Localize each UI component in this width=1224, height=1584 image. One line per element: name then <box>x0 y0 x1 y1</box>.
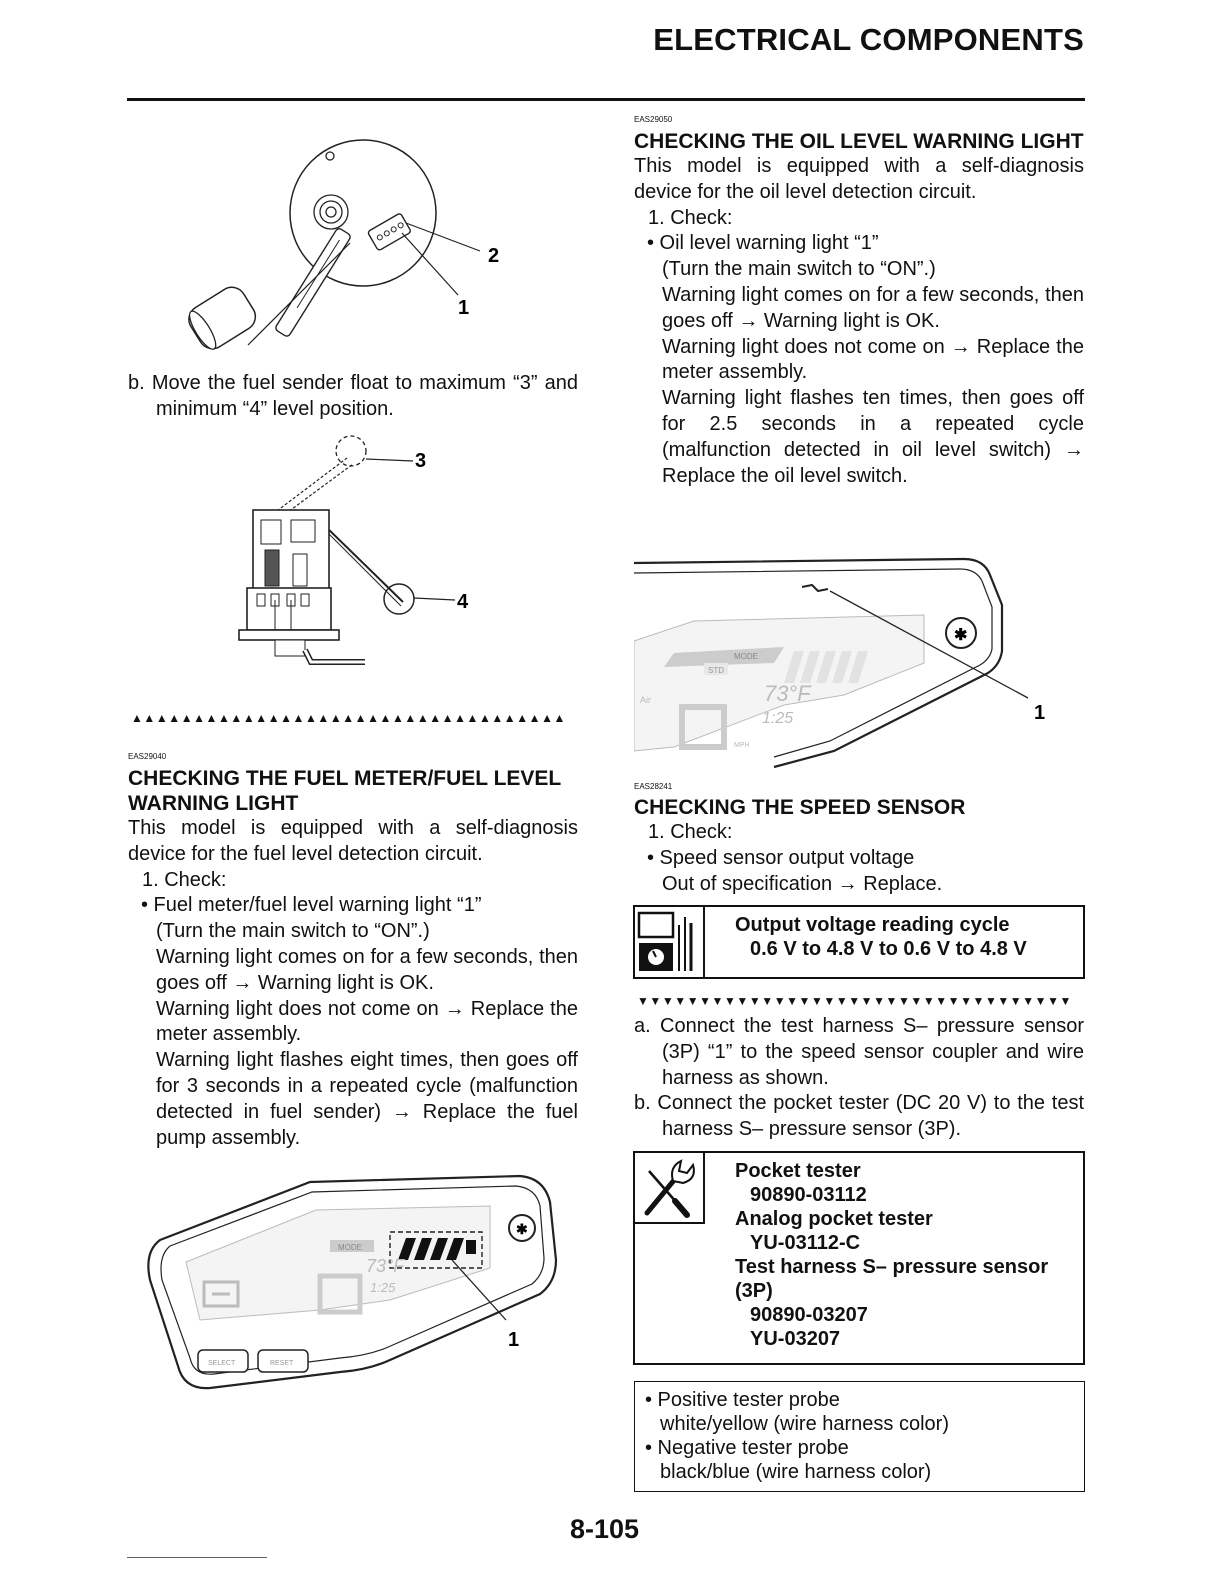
fig2-callout-4: 4 <box>457 591 469 613</box>
left-intro: This model is equipped with a self-diagnosis device for the fuel level detection circuit. <box>128 817 578 865</box>
fig3-temp: 73°F <box>366 1256 405 1276</box>
left-step-b: b. Move the fuel sender float to maximum “3” and minimum “4” level position. <box>128 372 578 420</box>
tool-line-6: 90890-03207 <box>750 1304 868 1326</box>
right-intro1: This model is equipped with a self-diagnosis device for the oil level detection circuit. <box>634 155 1084 203</box>
header-rule <box>127 98 1085 101</box>
left-bullet: • Fuel meter/fuel level warning light “1” <box>141 894 482 917</box>
right-step-1: 1. Check: <box>648 206 733 229</box>
tool-line-1: Pocket tester <box>735 1160 861 1182</box>
right-section1-title: CHECKING THE OIL LEVEL WARNING LIGHT <box>634 130 1084 153</box>
fig4-temp: 73°F <box>764 681 811 706</box>
right-bullet2: • Speed sensor output voltage <box>647 846 915 869</box>
svg-text:✱: ✱ <box>516 1221 528 1237</box>
right-triangle-divider: ▼▼▼▼▼▼▼▼▼▼▼▼▼▼▼▼▼▼▼▼▼▼▼▼▼▼▼▼▼▼▼▼▼▼▼ <box>637 994 1072 1008</box>
oil-meter-figure <box>634 555 1054 770</box>
right-step-b: b. Connect the pocket tester (DC 20 V) to the test harness S– pressure sensor (3P). <box>634 1092 1084 1141</box>
fig3-select-button: SELECT <box>208 1360 236 1367</box>
left-section-title: CHECKING THE FUEL METER/FUEL LEVEL WARNING LIGHT <box>128 767 561 815</box>
right-line-4: Warning light flashes ten times, then goes off for 2.5 seconds in a repeated cycle (malfunction detected in oil level switch) → Replace the oil level switch. <box>662 387 1084 487</box>
right-line-1: (Turn the main switch to “ON”.) <box>662 258 936 281</box>
fig3-reset-button: RESET <box>270 1360 294 1367</box>
probe-line-2: white/yellow (wire harness color) <box>660 1413 949 1435</box>
tool-line-3: Analog pocket tester <box>735 1208 933 1230</box>
probe-line-3: • Negative tester probe <box>645 1437 849 1459</box>
svg-text:✱: ✱ <box>954 627 968 644</box>
fig4-air: Air <box>640 695 651 705</box>
fig4-std: STD <box>708 666 724 675</box>
page-header-title: ELECTRICAL COMPONENTS <box>653 22 1084 57</box>
spec-box <box>633 905 1085 979</box>
fuel-meter-figure <box>140 1170 560 1400</box>
fig4-mph: MPH <box>734 742 750 749</box>
footer-link-underline[interactable] <box>127 1557 267 1558</box>
tool-icon-cell <box>635 1153 705 1224</box>
left-triangle-divider: ▲▲▲▲▲▲▲▲▲▲▲▲▲▲▲▲▲▲▲▲▲▲▲▲▲▲▲▲▲▲▲▲▲▲▲ <box>131 711 566 725</box>
right-step-2: 1. Check: <box>648 821 733 843</box>
wrench-screwdriver-icon <box>635 1153 701 1222</box>
spec-line-2: 0.6 V to 4.8 V to 0.6 V to 4.8 V <box>750 938 1027 960</box>
left-line-4: Warning light flashes eight times, then goes off for 3 seconds in a repeated cycle (malfunction detected in fuel sender) → Replace the fuel pump assembly. <box>156 1049 578 1149</box>
right-step-a: a. Connect the test harness S– pressure sensor (3P) “1” to the speed sensor coupler and wire harness as shown. <box>634 1015 1084 1089</box>
probe-box <box>634 1381 1085 1492</box>
right-section2-title: CHECKING THE SPEED SENSOR <box>634 796 966 819</box>
left-line-2: Warning light comes on for a few seconds, then goes off → Warning light is OK. <box>156 945 578 994</box>
fig3-mode: MODE <box>338 1243 362 1252</box>
fig3-callout-1: 1 <box>508 1329 520 1351</box>
fuel-pump-float-figure <box>235 430 495 675</box>
tool-line-2: 90890-03112 <box>750 1184 867 1206</box>
multimeter-icon <box>635 907 701 976</box>
right-line-2: Warning light comes on for a few seconds, then goes off → Warning light is OK. <box>662 283 1084 332</box>
fig2-callout-3: 3 <box>415 450 427 472</box>
fig1-callout-2: 2 <box>488 245 500 267</box>
fig3-clock: 1:25 <box>370 1280 396 1295</box>
probe-line-4: black/blue (wire harness color) <box>660 1461 932 1483</box>
fig4-clock: 1:25 <box>762 710 794 727</box>
left-line-1: (Turn the main switch to “ON”.) <box>156 920 430 943</box>
fig4-callout-1: 1 <box>1034 702 1046 724</box>
left-step-1: 1. Check: <box>142 868 227 891</box>
fig4-mode: MODE <box>734 652 758 661</box>
right-line-spec: Out of specification → Replace. <box>662 872 943 895</box>
fig1-callout-1: 1 <box>458 297 470 319</box>
right-section2-code: EAS28241 <box>634 782 673 791</box>
tool-line-5: Test harness S– pressure sensor (3P) <box>735 1256 1049 1302</box>
left-section-code: EAS29040 <box>128 752 167 761</box>
page-number: 8-105 <box>570 1514 640 1544</box>
fuel-sender-figure <box>180 125 520 365</box>
probe-line-1: • Positive tester probe <box>645 1389 840 1411</box>
tool-line-7: YU-03207 <box>750 1328 841 1350</box>
right-line-3: Warning light does not come on → Replace the meter assembly. <box>662 335 1084 384</box>
spec-icon-cell <box>635 907 705 977</box>
spec-line-1: Output voltage reading cycle <box>735 914 1010 936</box>
tool-box <box>633 1151 1085 1365</box>
right-bullet1: • Oil level warning light “1” <box>647 232 879 255</box>
left-line-3: Warning light does not come on → Replace the meter assembly. <box>156 997 578 1046</box>
tool-line-4: YU-03112-C <box>750 1232 861 1254</box>
right-section1-code: EAS29050 <box>634 115 673 124</box>
